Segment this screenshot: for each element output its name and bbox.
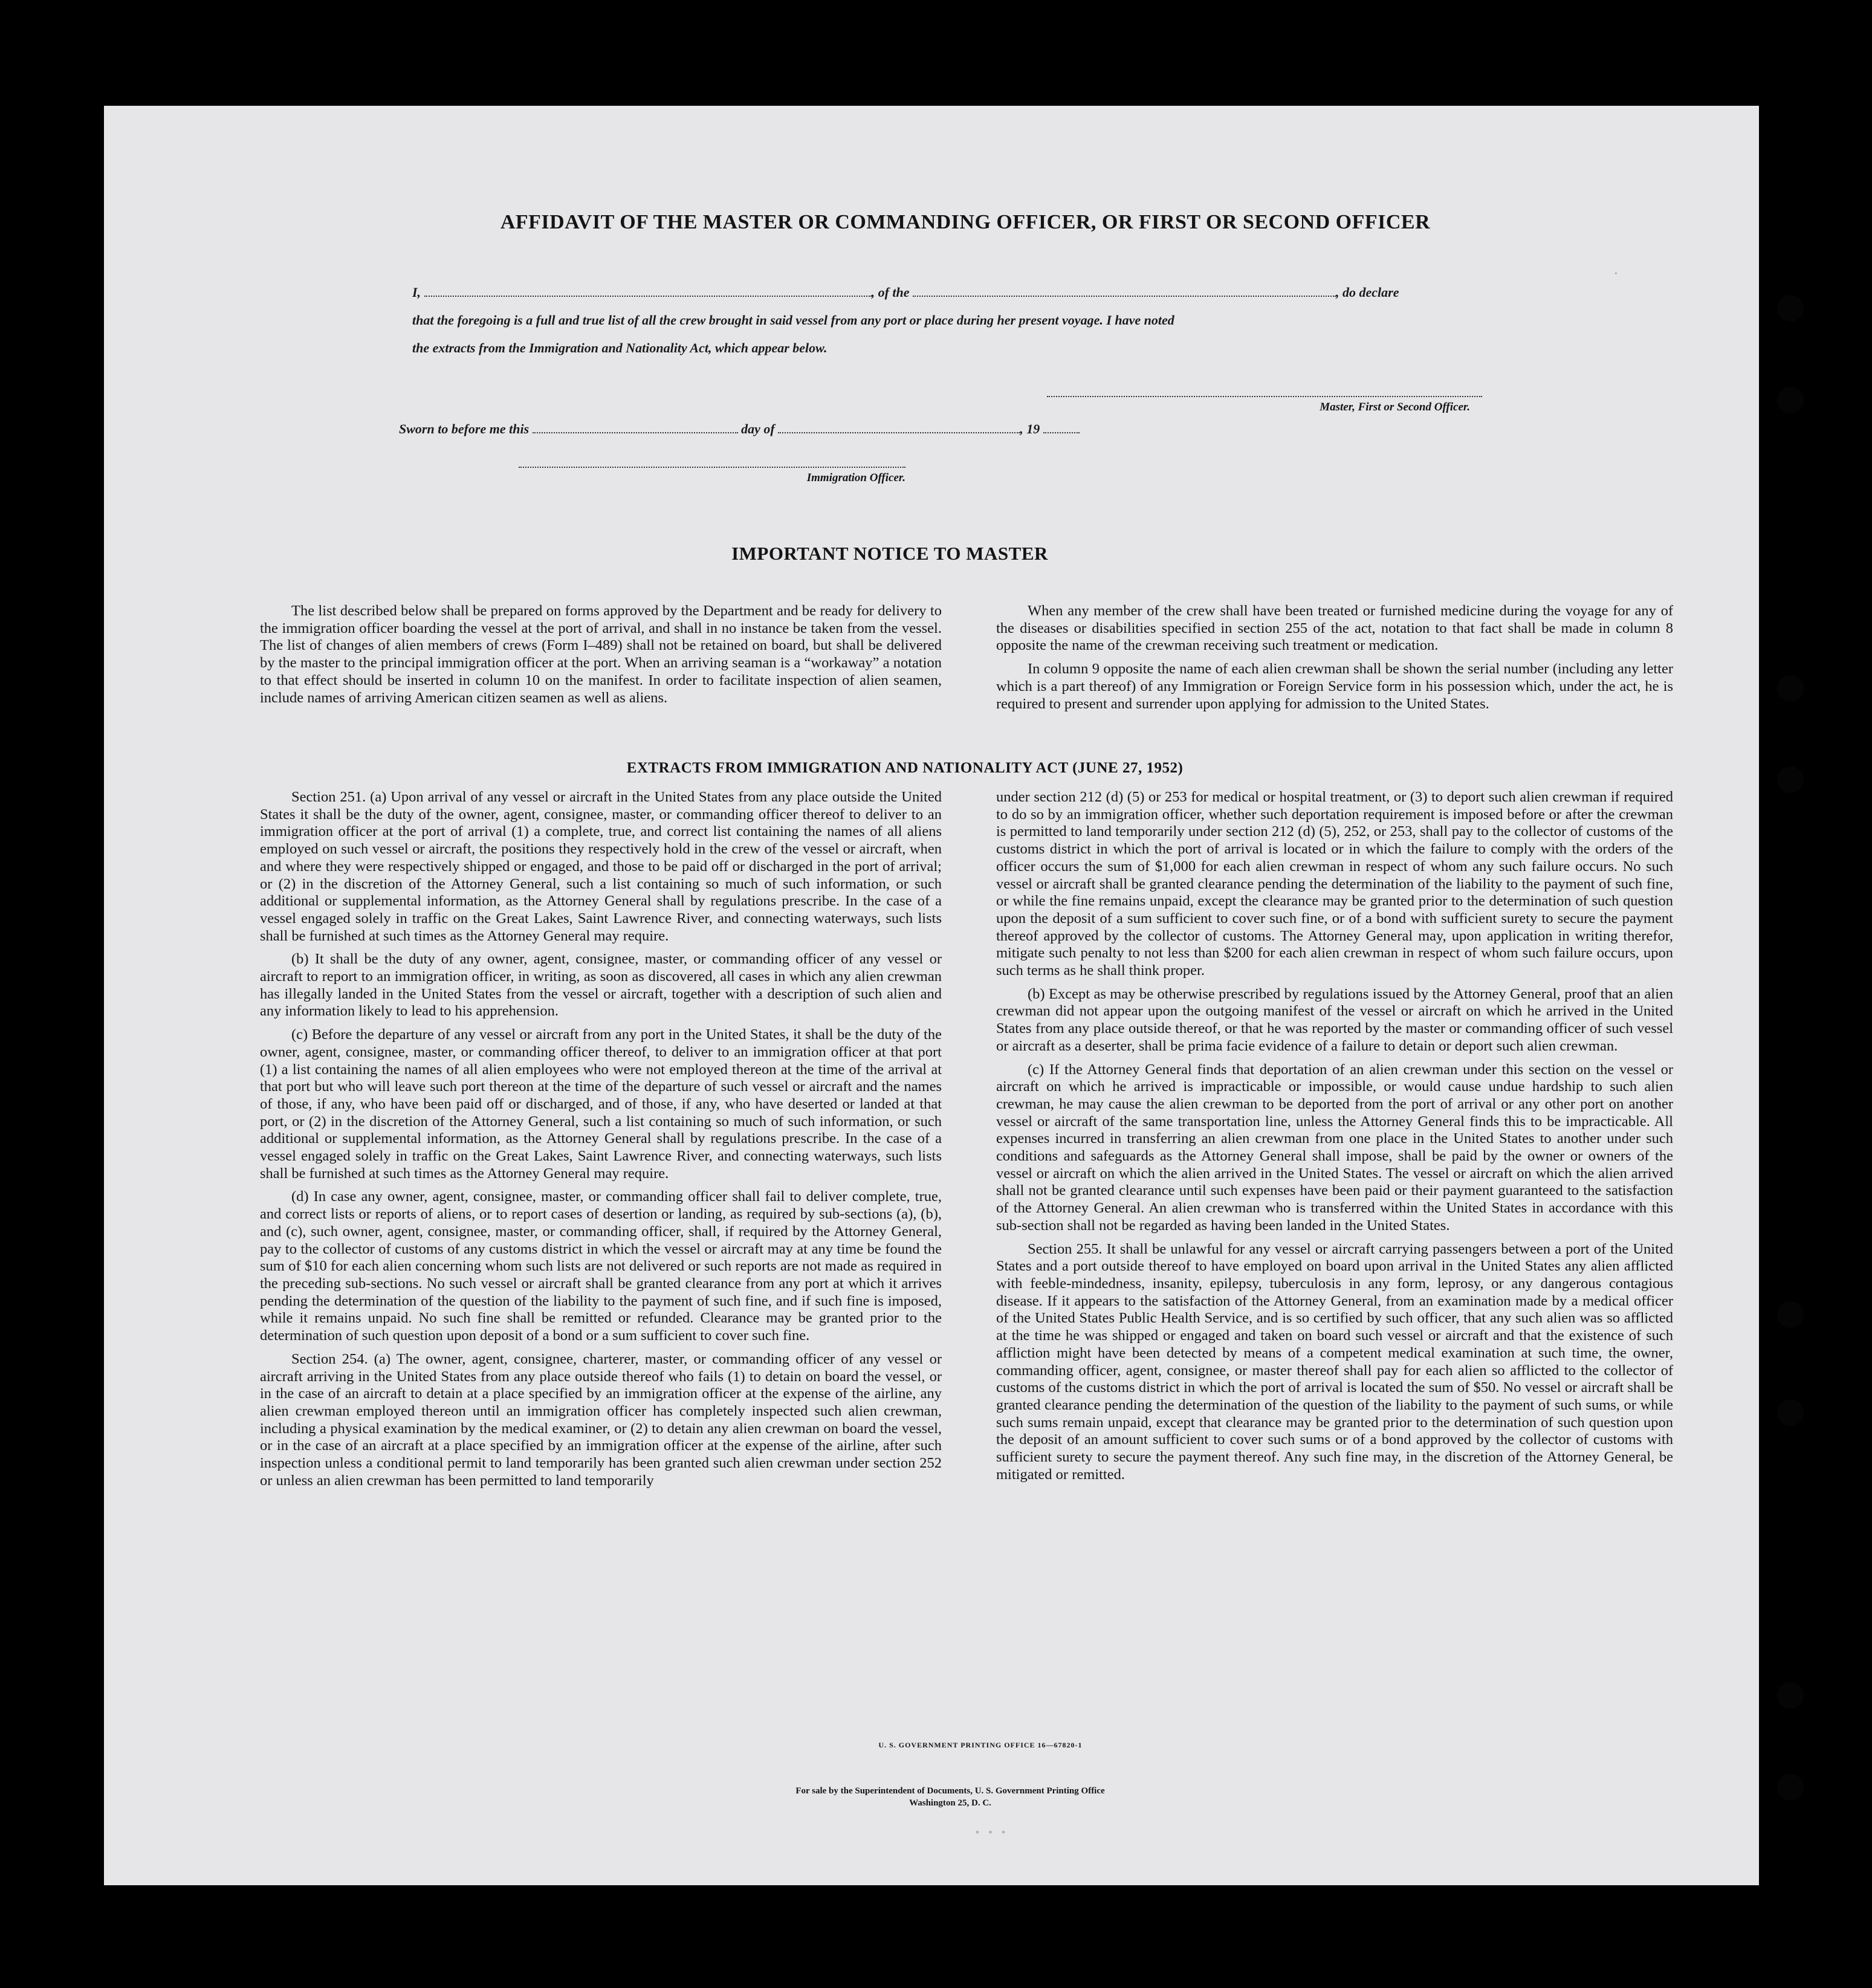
sworn-line — [399, 415, 1245, 443]
notice-right-paragraph-2: In column 9 opposite the name of each alien crewman shall be shown the serial number (including any letter which is a part thereof) of any Immigration or Foreign Service form in his possession which, under the act, he is required to present and surrender upon applying for admission to the United States. — [996, 661, 1673, 712]
section-254-a: Section 254. (a) The owner, agent, consignee, charterer, master, or commanding officer of any vessel or aircraft arriving in the United States from any place outside thereof who fails (1) to detain on board the vessel, or in the case of an aircraft to detain at a place specified by an immigration officer at the expense of the airline, any alien crewman employed thereon until an immigration officer has completely inspected such alien crewman, including a physical examination by the medical examiner, or (2) to detain any alien crewman on board the vessel, or in the case of an aircraft at a place specified by an immigration officer at the expense of the airline, after such inspection unless a conditional permit to land temporarily has been granted such alien crewman under section 252 or unless an alien crewman has been permitted to land temporarily — [260, 1350, 942, 1489]
extracts-heading: EXTRACTS FROM IMMIGRATION AND NATIONALITY ACT (JUNE 27, 1952) — [626, 760, 1184, 776]
sale-notice-line-2: Washington 25, D. C. — [909, 1798, 991, 1808]
declaration-line-2: that the foregoing is a full and true list of all the crew brought in said vessel from any port or place during her present voyage. I have noted — [412, 312, 1174, 328]
section-254-c: (c) If the Attorney General finds that deportation of an alien crewman under this section on the vessel or aircraft on which he arrived is impracticable or impossible, or would cause undue hardship to such alien crewman, he may cause the alien crewman to be deported from the port of arrival or any other port on another vessel or aircraft of the same transportation line, unless the Attorney General finds this to be impracticable. All expenses incurred in transferring an alien crewman from one place in the United States to another under such conditions and safeguards as the Attorney General shall impose, shall be paid by the owner or owners of the vessel or aircraft on which the alien arrived in the United States. The vessel or aircraft on which the alien arrived shall not be granted clearance until such expenses have been paid or their payment guaranteed to the satisfaction of the Attorney General. An alien crewman who is transferred within the United States in accordance with this sub-section shall not be regarded as having been landed in the United States. — [996, 1061, 1673, 1234]
officer-name-field[interactable] — [424, 296, 872, 297]
declare-do-declare-label: , do declare — [1336, 285, 1399, 300]
notice-left-column — [260, 603, 942, 707]
immigration-officer-signature-line[interactable] — [519, 467, 905, 468]
section-254-b: (b) Except as may be otherwise prescribed by regulations issued by the Attorney General, proof that an alien crewman did not appear upon the outgoing manifest of the vessel or aircraft on which he arrived in the United States from any place outside thereof, or that he was reported by the master or commanding officer of such vessel or aircraft as a deserter, shall be prima facie evidence of a failure to detain or deport such alien crewman. — [996, 985, 1673, 1054]
section-254-a-continued: under section 212 (d) (5) or 253 for medical or hospital treatment, or (3) to deport such alien crewman if required to do so by an immigration officer, whether such deportation requirement is imposed before or after the crewman is permitted to land temporarily under section 212 (d) (5), 252, or 253, shall pay to the collector of customs of the customs district in which the port of arrival is located or in which the failure to comply with the orders of the officer occurs the sum of $1,000 for each alien crewman in respect of whom any such failure occurs. No such vessel or aircraft shall be granted clearance pending the determination of the liability to the payment of such fine, or while the fine remains unpaid, except the clearance may be granted prior to the determination of such question upon the deposit of a sum sufficient to cover such fine, or of a bond with sufficient surety to secure the payment thereof approved by the collector of customs. The Attorney General may, upon application in writing therefor, mitigate such penalty to not less than $200 for each alien crewman in respect of whom such failure occurs, upon such terms as he shall think proper. — [996, 789, 1673, 979]
affidavit-declaration — [412, 279, 1524, 362]
master-signature-label: Master, First or Second Officer. — [1320, 401, 1470, 413]
punch-hole-1 — [1777, 295, 1804, 322]
bleed-through-mark: · — [1614, 266, 1618, 282]
notice-heading: IMPORTANT NOTICE TO MASTER — [731, 543, 1048, 564]
declaration-line-3: the extracts from the Immigration and Nationality Act, which appear below. — [412, 340, 828, 355]
immigration-officer-label: Immigration Officer. — [806, 471, 905, 484]
section-251-b: (b) It shall be the duty of any owner, agent, consignee, master, or commanding officer of any vessel or aircraft to report to an immigration officer, in writing, as soon as discovered, all cases in which any alien crewman has illegally landed in the United States from the vessel or aircraft, together with a description of such alien and any information likely to lead to his apprehension. — [260, 951, 942, 1020]
section-251-c: (c) Before the departure of any vessel or aircraft from any port in the United States, it shall be the duty of the owner, agent, consignee, master, or commanding officer thereof, to deliver to an immigration officer at that port (1) a list containing the names of all alien employees who were not employed thereon at the time of the arrival at that port but who will leave such port thereon at the time of the departure of such vessel or aircraft and the names of those, if any, who have been paid off or discharged, and of those, if any, who have deserted or landed at that port, or (2) in the discretion of the Attorney General, such a list containing so much of such information, or such additional or supplemental information, as the Attorney General shall by regulations prescribe. In the case of a vessel engaged solely in traffic on the Great Lakes, Saint Lawrence River, and connecting waterways, such lists shall be furnished at such times as the Attorney General may require. — [260, 1026, 942, 1182]
faint-stamp-mark: · · · — [974, 1822, 1008, 1842]
sworn-statement — [399, 415, 1245, 443]
notice-right-column — [996, 603, 1673, 713]
section-255: Section 255. It shall be unlawful for any vessel or aircraft carrying passengers between a port of the United States and a port outside thereof to have employed on board upon arrival in the United States any alien afflicted with feeble-mindedness, insanity, epilepsy, tuberculosis in any form, leprosy, or any dangerous contagious disease. If it appears to the satisfaction of the Attorney General, from an examination made by a medical officer of the United States Public Health Service, and is so certified by such officer, that any such alien was so afflicted at the time he was shipped or engaged and taken on board such vessel or aircraft and that the existence of such affliction might have been detected by means of a competent medical examination at such time, the owner, commanding officer, agent, consignee, or master thereof shall pay for each alien so afflicted to the collector of customs of the customs district in which the port of arrival is located the sum of $50. No vessel or aircraft shall be granted clearance pending the determination of the question of the liability to the payment of such sums, or while such sums remain unpaid, except that clearance may be granted prior to the determination of such question upon the deposit of an amount sufficient to cover such sums or of a bond approved by the collector of customs with sufficient surety to secure the payment thereof. Any such fine may, in the discretion of the Attorney General, be mitigated or remitted. — [996, 1240, 1673, 1483]
declaration-line-1 — [412, 279, 1524, 306]
extracts-right-column — [996, 789, 1673, 1483]
printing-office-code: U. S. GOVERNMENT PRINTING OFFICE 16—67820-1 — [878, 1741, 1083, 1749]
punch-hole-2 — [1777, 387, 1804, 413]
sworn-text: Sworn to before me this — [399, 421, 530, 436]
declare-of-the-label: , of the — [871, 285, 910, 300]
notice-left-paragraph: The list described below shall be prepared on forms approved by the Department and be ready for delivery to the immigration officer boarding the vessel at the port of arrival, and shall in no instance be taken from the vessel. The list of changes of alien members of crews (Form I–489) shall not be retained on board, but shall be delivered by the master to the principal immigration officer at the port. When an arriving seaman is a “workaway” a notation to that effect should be inserted in column 10 on the manifest. In order to facilitate inspection of alien seamen, include names of arriving American citizen seamen as well as aliens. — [260, 603, 942, 706]
document-page — [104, 106, 1759, 1885]
sworn-year-label: , 19 — [1020, 421, 1040, 436]
extracts-left-column — [260, 789, 942, 1489]
sworn-month-field[interactable] — [778, 432, 1020, 433]
sworn-day-of-label: day of — [741, 421, 775, 436]
affidavit-title: AFFIDAVIT OF THE MASTER OR COMMANDING OFFICER, OR FIRST OR SECOND OFFICER — [500, 211, 1431, 233]
sworn-day-field[interactable] — [533, 432, 738, 433]
sale-notice-line-1: For sale by the Superintendent of Documents, U. S. Government Printing Office — [795, 1786, 1105, 1796]
declare-i-label: I, — [412, 285, 421, 300]
punch-hole-4 — [1777, 766, 1804, 793]
section-251-d: (d) In case any owner, agent, consignee, master, or commanding officer shall fail to deliver complete, true, and correct lists or reports of aliens, or to report cases of desertion or landing, as required by sub-sections (a), (b), and (c), such owner, agent, consignee, master, or commanding officer, shall, if required by the Attorney General, pay to the collector of customs of any customs district in which the vessel or aircraft may at any time be found the sum of $10 for each alien concerning whom such lists are not delivered or such reports are not made as required in the preceding sub-sections. No such vessel or aircraft shall be granted clearance from any port at which it arrives pending the determination of the question of the liability to the payment of such fine, and if such fine is imposed, while it remains unpaid. No such fine shall be remitted or refunded. Clearance may be granted prior to the determination of such question upon deposit of a bond or a sum sufficient to cover such fine. — [260, 1188, 942, 1344]
section-251-a: Section 251. (a) Upon arrival of any vessel or aircraft in the United States from any place outside the United States it shall be the duty of the owner, agent, consignee, master, or commanding officer thereof to deliver to an immigration officer at the port of arrival (1) a complete, true, and correct list containing the names of all aliens employed on such vessel or aircraft, the positions they respectively hold in the crew of the vessel or aircraft, when and where they were respectively shipped or engaged, and those to be paid off or discharged in the port of arrival; or (2) in the discretion of the Attorney General, such a list containing so much of such information, or such additional or supplemental information, as the Attorney General shall by regulations prescribe. In the case of a vessel engaged solely in traffic on the Great Lakes, Saint Lawrence River, and connecting waterways, such lists shall be furnished at such times as the Attorney General may require. — [260, 789, 942, 944]
punch-hole-3 — [1777, 675, 1804, 702]
punch-hole-5 — [1777, 1301, 1804, 1328]
notice-right-paragraph-1: When any member of the crew shall have been treated or furnished medicine during the voyage for any of the diseases or disabilities specified in section 255 of the act, notation to that fact shall be made in column 8 opposite the name of the crewman receiving such treatment or medication. — [996, 603, 1673, 654]
master-signature-line[interactable] — [1047, 396, 1482, 397]
sworn-year-field[interactable] — [1043, 432, 1080, 433]
punch-hole-6 — [1777, 1399, 1804, 1426]
vessel-name-field[interactable] — [913, 296, 1336, 297]
punch-hole-8 — [1777, 1774, 1804, 1801]
punch-hole-7 — [1777, 1682, 1804, 1709]
